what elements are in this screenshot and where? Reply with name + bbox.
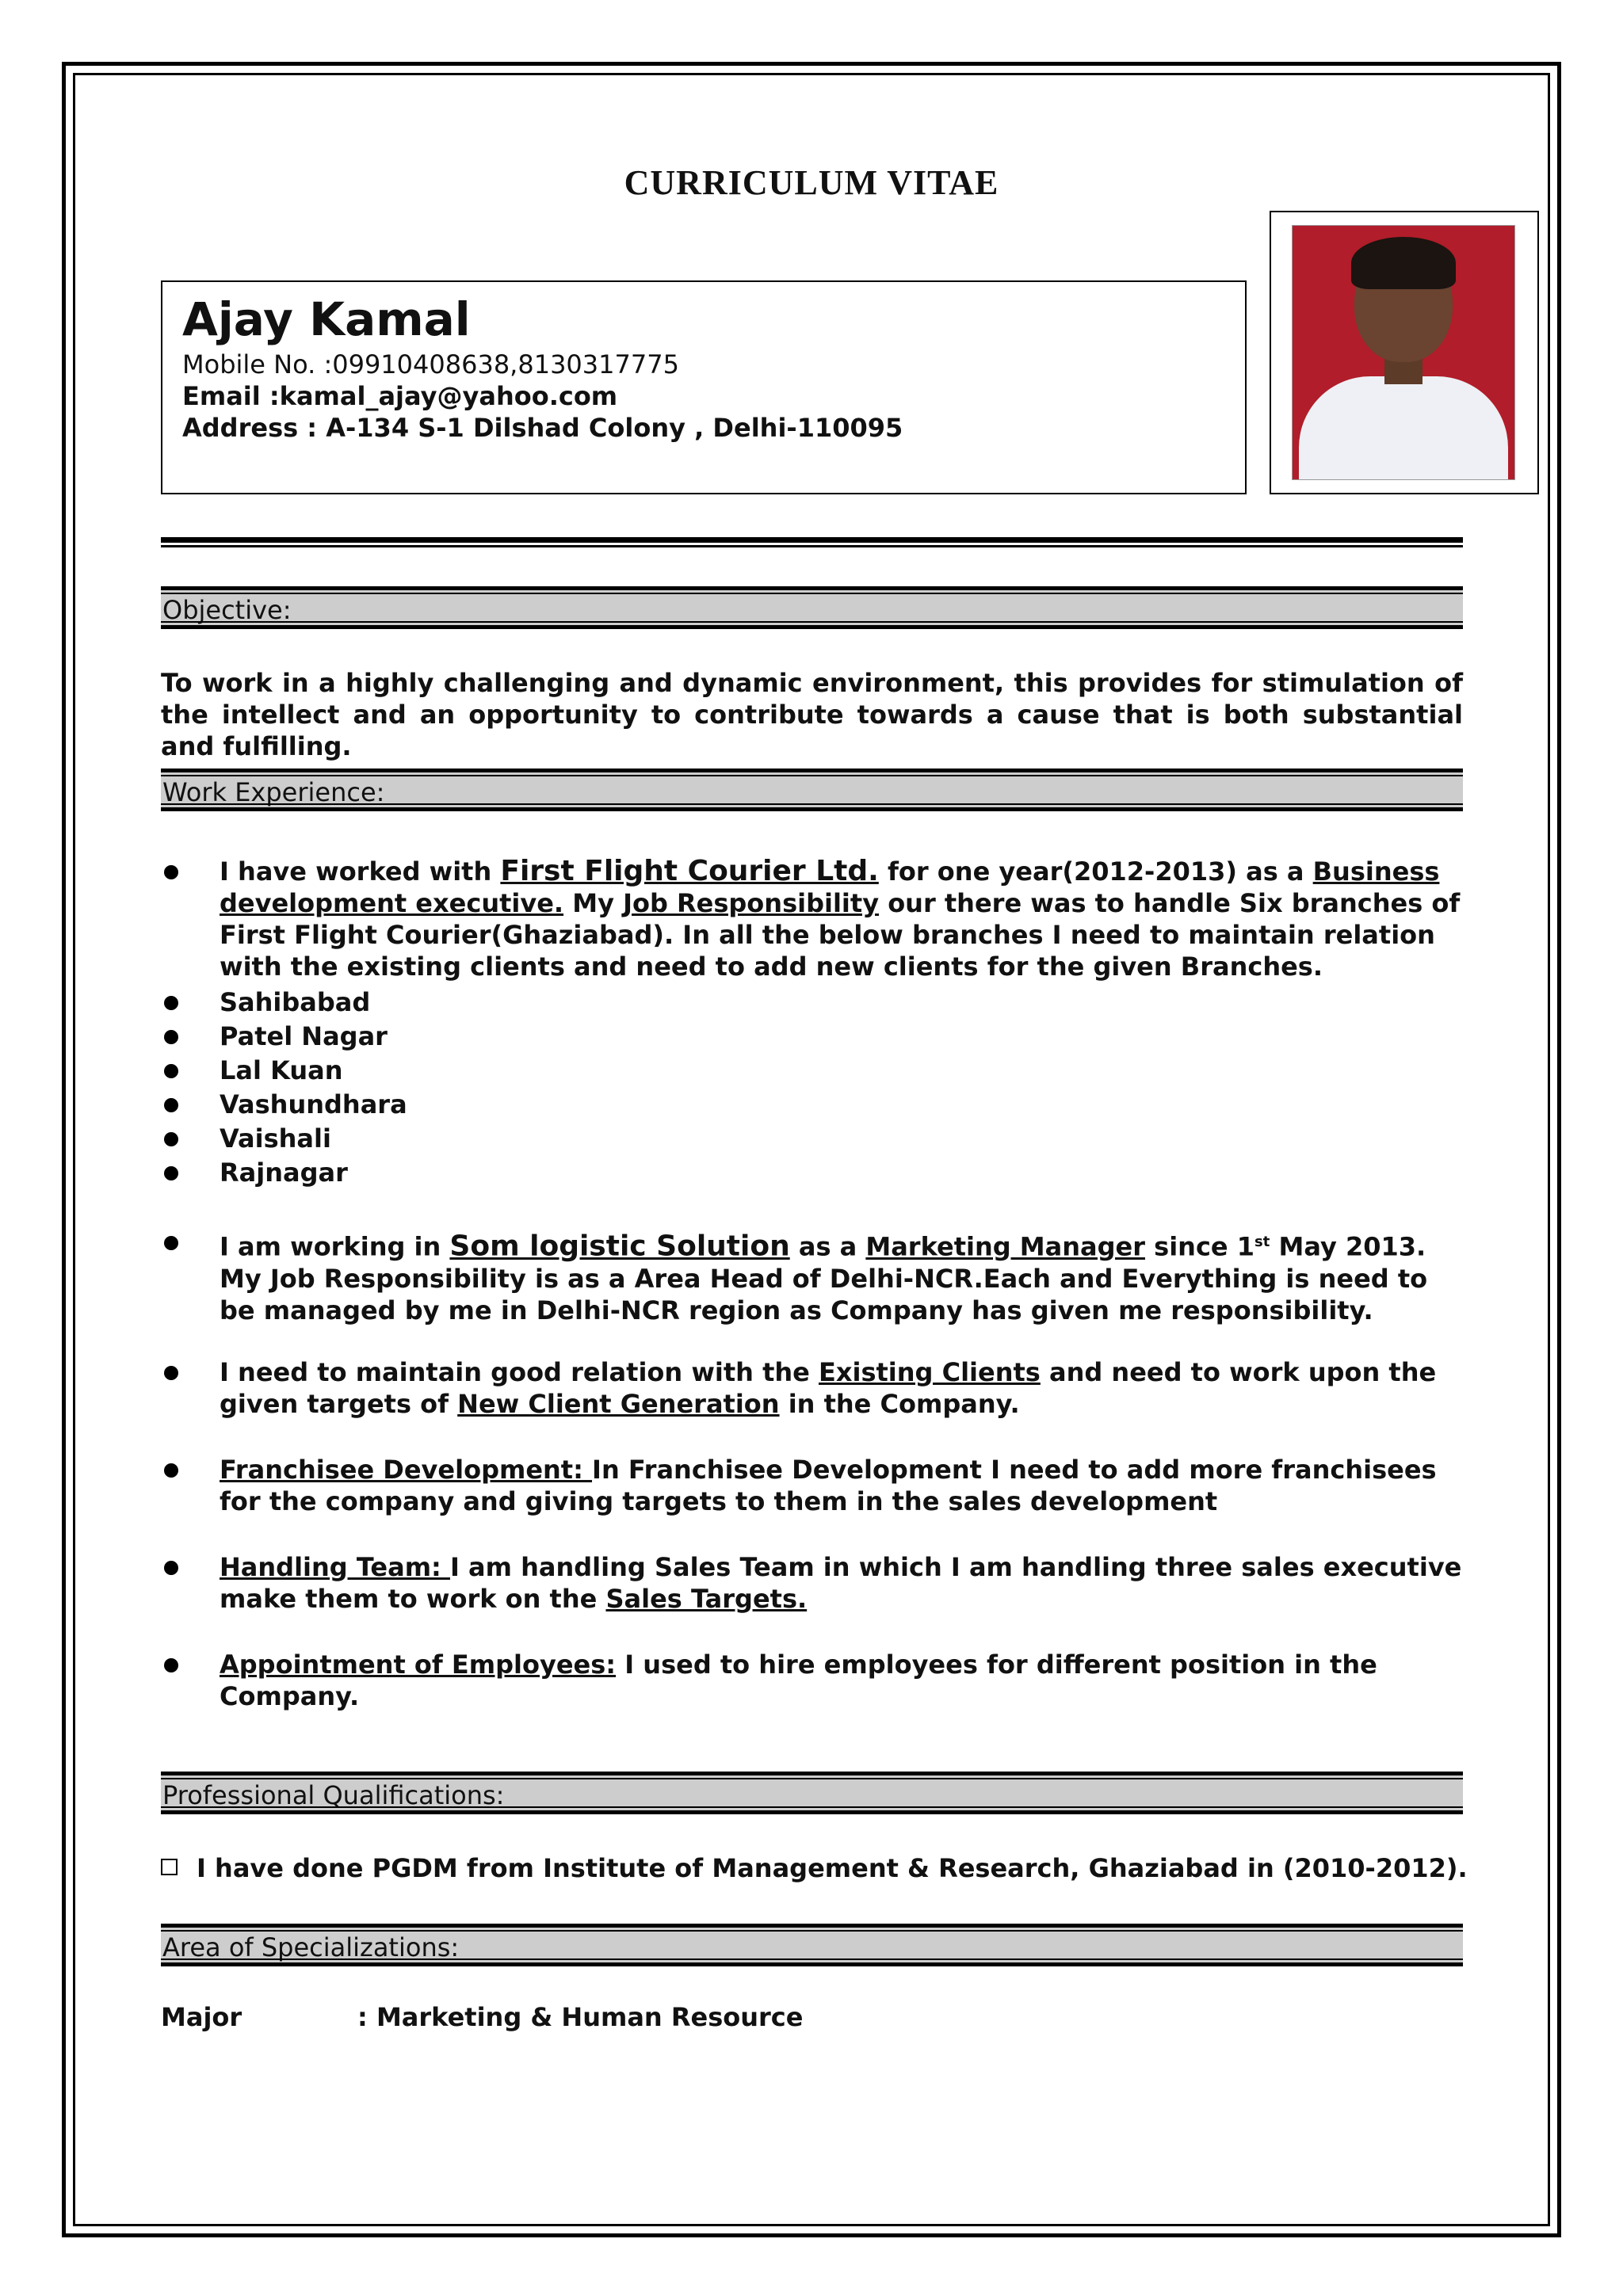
- job-role: Marketing Manager: [865, 1231, 1145, 1262]
- experience-item-client-relations: I need to maintain good relation with the Existing Clients and need to work upon the given targets of New Client Generation in the Company.: [161, 1356, 1463, 1420]
- experience-item-handling-team: Handling Team: I am handling Sales Team in which I am handling three sales executive make them to work on the Sales Targets.: [161, 1551, 1463, 1615]
- experience-item-appointment: Appointment of Employees: I used to hire employees for different position in the Company.: [161, 1649, 1463, 1712]
- mobile-number: Mobile No. :09910408638,8130317775: [182, 349, 679, 379]
- section-heading-specializations: Area of Specializations:: [161, 1924, 1463, 1966]
- company-name: First Flight Courier Ltd.: [500, 855, 879, 887]
- document-title: CURRICULUM VITAE: [624, 163, 999, 202]
- job-role: Business development executive.: [220, 856, 1440, 918]
- list-item: Vashundhara: [161, 1089, 1463, 1120]
- experience-item-first-flight: I have worked with First Flight Courier Ltd. for one year(2012-2013) as a Business development executive. My Job Responsibility our there was to handle Six branches of First Flight Courier(Ghaziabad). In all the below branches I need to maintain relation with the existing clients and need to add new clients for the given Branches.: [161, 856, 1463, 982]
- experience-item-franchisee: Franchisee Development: In Franchisee Development I need to add more franchisees for the company and giving targets to them in the sales development: [161, 1454, 1463, 1517]
- checkbox-square-icon: [161, 1859, 178, 1875]
- list-item: Lal Kuan: [161, 1055, 1463, 1086]
- portrait-photo-icon: [1292, 225, 1515, 480]
- specialization-label: Major: [161, 2002, 242, 2032]
- section-heading-work-experience: Work Experience:: [161, 769, 1463, 811]
- experience-item-som-logistic: I am working in Som logistic Solution as a Marketing Manager since 1st May 2013. My Job Responsibility is as a Area Head of Delhi-NCR.Each and Everything is need to be managed by me in Delhi-NCR region as Company has given me responsibility.: [161, 1226, 1463, 1326]
- email-address: Email :kamal_ajay@yahoo.com: [182, 381, 618, 411]
- postal-address: Address : A-134 S-1 Dilshad Colony , Delhi-110095: [182, 413, 903, 443]
- photo-frame: [1270, 211, 1539, 494]
- section-heading-qualifications: Professional Qualifications:: [161, 1772, 1463, 1814]
- objective-text: To work in a highly challenging and dynamic environment, this provides for stimulation of the intellect and an opportunity to contribute towards a cause that is both substantial and fulfilling.: [161, 668, 1463, 761]
- bullet-icon: [164, 865, 178, 879]
- list-item: Rajnagar: [161, 1157, 1463, 1188]
- list-item: Patel Nagar: [161, 1020, 1463, 1052]
- header-divider: [161, 537, 1463, 547]
- specialization-major: [161, 2001, 803, 2033]
- candidate-name: Ajay Kamal: [182, 292, 471, 346]
- section-heading-objective: Objective:: [161, 586, 1463, 629]
- company-name: Som logistic Solution: [449, 1230, 790, 1263]
- specialization-value: : Marketing & Human Resource: [357, 2002, 804, 2032]
- list-item: Sahibabad: [161, 986, 1463, 1018]
- qualification-item: I have done PGDM from Institute of Management & Research, Ghaziabad in (2010-2012).: [161, 1852, 1468, 1884]
- contact-box: [161, 280, 1247, 494]
- list-item: Vaishali: [161, 1123, 1463, 1154]
